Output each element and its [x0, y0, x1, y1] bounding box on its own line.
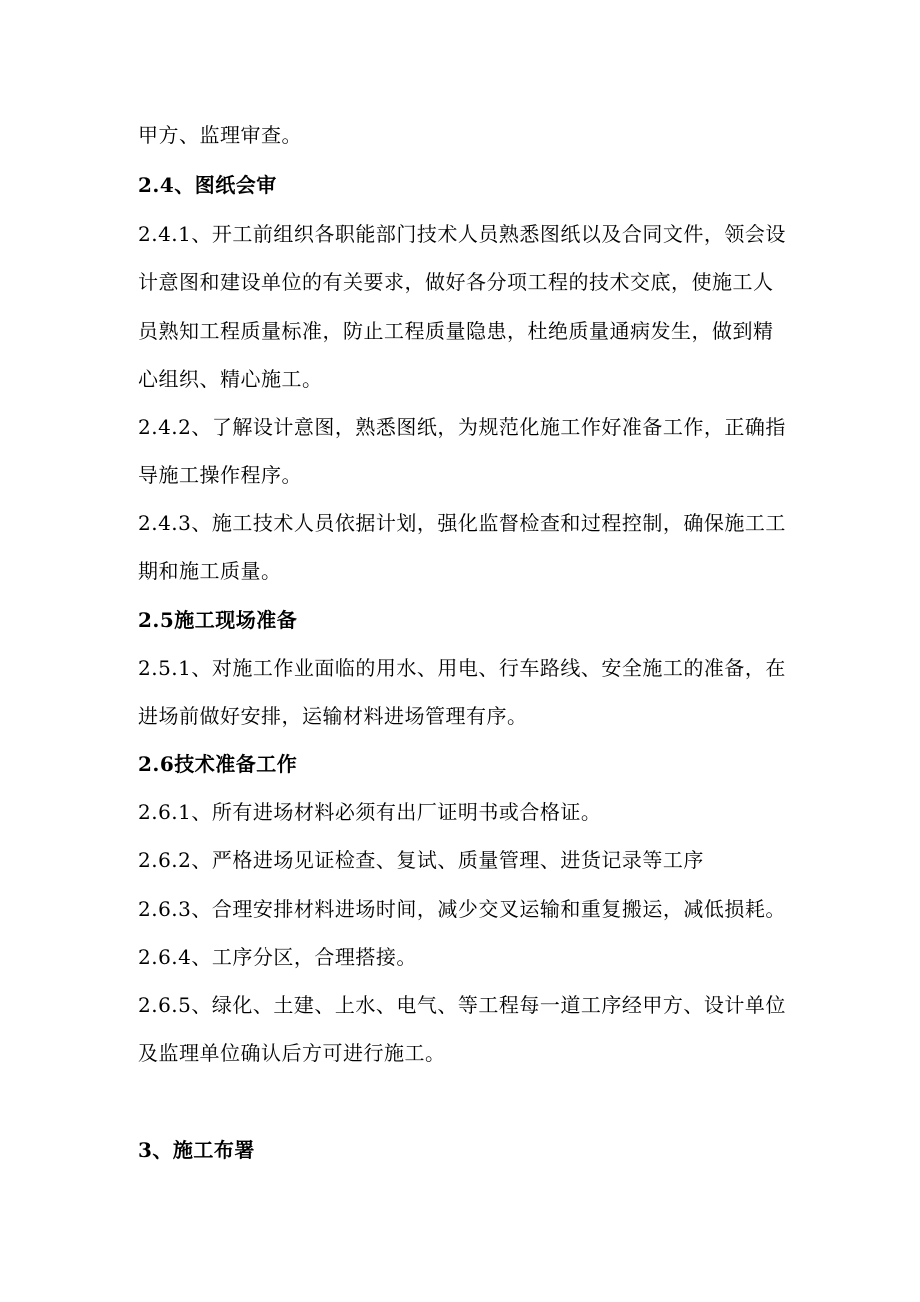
paragraph-line: 心组织、精心施工。 [138, 367, 323, 391]
paragraph-line: 期和施工质量。 [138, 559, 282, 583]
paragraph-line: 2.4.1、开工前组织各职能部门技术人员熟悉图纸以及合同文件，领会设 [138, 222, 786, 246]
paragraph-line: 2.6.4、工序分区，合理搭接。 [138, 945, 417, 969]
section-heading-3: 3、施工布署 [138, 1138, 255, 1162]
paragraph-line: 2.4.3、施工技术人员依据计划，强化监督检查和过程控制，确保施工工 [138, 511, 786, 535]
paragraph-line: 2.6.3、合理安排材料进场时间，减少交叉运输和重复搬运，减低损耗。 [138, 897, 786, 921]
section-heading-2-4: 2.4、图纸会审 [138, 173, 277, 197]
paragraph-line: 2.4.2、了解设计意图，熟悉图纸，为规范化施工作好准备工作，正确指 [138, 415, 786, 439]
paragraph-line: 导施工操作程序。 [138, 463, 302, 487]
section-heading-2-6: 2.6技术准备工作 [138, 752, 298, 776]
paragraph-line: 2.6.5、绿化、土建、上水、电气、等工程每一道工序经甲方、设计单位 [138, 993, 786, 1017]
paragraph-line: 2.5.1、对施工作业面临的用水、用电、行车路线、安全施工的准备，在 [138, 656, 786, 680]
paragraph-line: 计意图和建设单位的有关要求，做好各分项工程的技术交底，使施工人 [138, 270, 774, 294]
section-heading-2-5: 2.5施工现场准备 [138, 608, 298, 632]
paragraph-line: 员熟知工程质量标准，防止工程质量隐患，杜绝质量通病发生，做到精 [138, 319, 774, 343]
paragraph-line: 2.6.1、所有进场材料必须有出厂证明书或合格证。 [138, 800, 602, 824]
paragraph-line: 2.6.2、严格进场见证检查、复试、质量管理、进货记录等工序 [138, 848, 704, 872]
paragraph-line: 及监理单位确认后方可进行施工。 [138, 1041, 446, 1065]
paragraph-line: 甲方、监理审查。 [138, 123, 302, 147]
paragraph-line: 进场前做好安排，运输材料进场管理有序。 [138, 704, 528, 728]
